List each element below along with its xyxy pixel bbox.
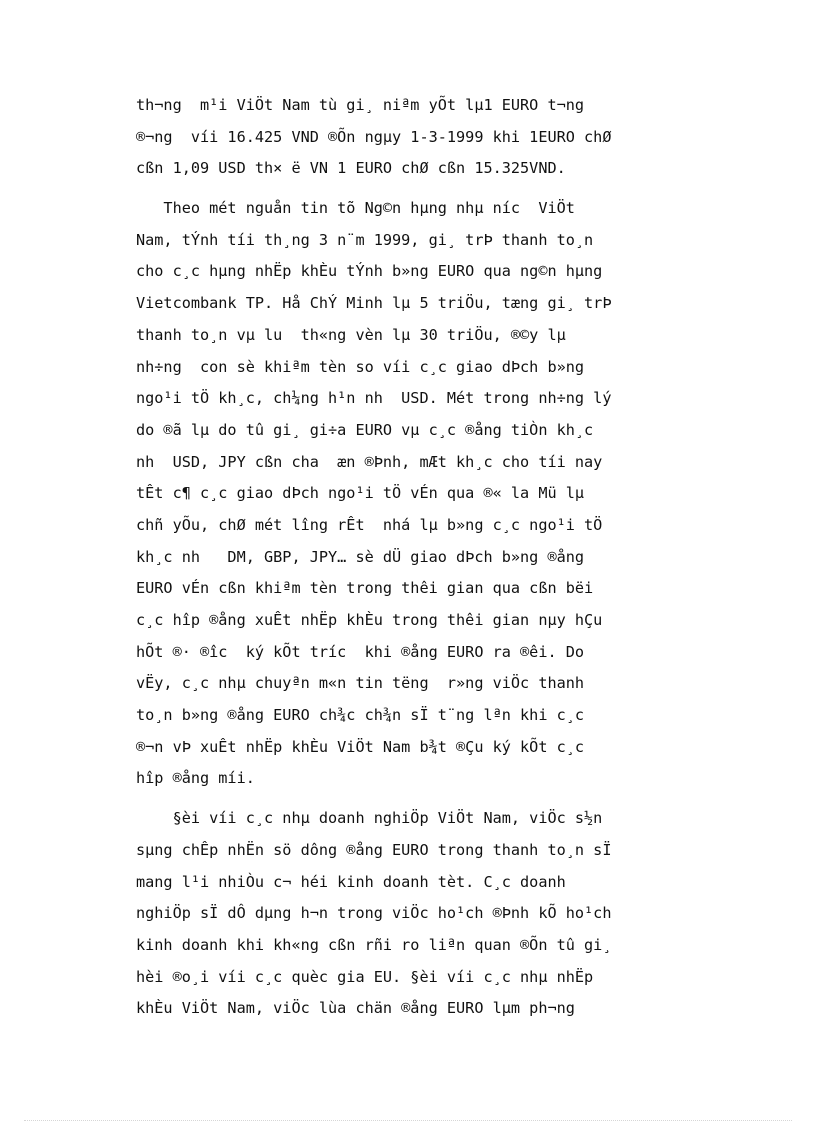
text-line: sµng chÊp nhËn sö dông ®ång EURO trong thanh to¸n sÏ xyxy=(136,840,612,859)
text-line: c¸c hîp ®ång xuÊt nhËp khÈu trong thêi gian nµy hÇu xyxy=(136,611,603,629)
paragraph-2 xyxy=(136,193,740,795)
text-line: vËy, c¸c nhµ chuyªn m«n tin tëng r»ng viÖc thanh xyxy=(136,674,585,693)
text-line: khÈu ViÖt Nam, viÖc lùa chän ®ång EURO lµm ph¬ng xyxy=(136,999,575,1018)
text-line: §èi víi c¸c nhµ doanh nghiÖp ViÖt Nam, viÖc s½n xyxy=(136,809,603,828)
text-line: nghiÖp sÏ dÔ dµng h¬n trong viÖc ho¹ch ®Þnh kÕ ho¹ch xyxy=(136,904,612,923)
text-line: Vietcombank TP. Hå ChÝ Minh lµ 5 triÖu, tæng gi¸ trÞ xyxy=(136,294,612,313)
text-line: EURO vÉn cßn khiªm tèn trong thêi gian qua cßn bëi xyxy=(136,579,594,598)
page-bottom-divider xyxy=(24,1120,792,1121)
text-line: hîp ®ång míi. xyxy=(136,769,255,788)
text-line: cho c¸c hµng nhËp khÈu tÝnh b»ng EURO qua ng©n hµng xyxy=(136,262,603,281)
text-line: nh USD, JPY cßn cha æn ®Þnh, mÆt kh¸c cho tíi nay xyxy=(136,452,603,471)
text-line: ngo¹i tÖ kh¸c, ch¼ng h¹n nh USD. Mét trong nh÷ng lý xyxy=(136,389,612,408)
text-line: Theo mét nguån tin tõ Ng©n hµng nhµ níc ViÖt xyxy=(136,199,575,218)
text-line: nh÷ng con sè khiªm tèn so víi c¸c giao dÞch b»ng xyxy=(136,357,585,376)
text-line: tÊt c¶ c¸c giao dÞch ngo¹i tÖ vÉn qua ®« la Mü lµ xyxy=(136,484,585,503)
text-line: cßn 1,09 USD th× ë VN 1 EURO chØ cßn 15.325VND. xyxy=(136,159,566,178)
text-line: to¸n b»ng ®ång EURO ch¾c ch¾n sÏ t¨ng lªn khi c¸c xyxy=(136,706,585,725)
text-line: ®¬ng víi 16.425 VND ®Õn ngµy 1-3-1999 khi 1EURO chØ xyxy=(136,127,612,146)
text-line: hÕt ®· ®îc ký kÕt tríc khi ®ång EURO ra ®êi. Do xyxy=(136,642,585,661)
text-line: do ®ã lµ do tû gi¸ gi÷a EURO vµ c¸c ®ång tiÒn kh¸c xyxy=(136,420,594,439)
body-text xyxy=(136,90,740,1033)
text-line: Nam, tÝnh tíi th¸ng 3 n¨m 1999, gi¸ trÞ thanh to¸n xyxy=(136,230,594,249)
text-line: mang l¹i nhiÒu c¬ héi kinh doanh tèt. C¸c doanh xyxy=(136,872,566,891)
text-line: chñ yÕu, chØ mét lîng rÊt nhá lµ b»ng c¸c ngo¹i tÖ xyxy=(136,515,603,534)
text-line: thanh to¸n vµ lu th«ng vèn lµ 30 triÖu, ®©y lµ xyxy=(136,325,566,344)
text-line: hèi ®o¸i víi c¸c quèc gia EU. §èi víi c¸c nhµ nhËp xyxy=(136,967,594,986)
paragraph-3 xyxy=(136,803,740,1025)
text-line: ®¬n vÞ xuÊt nhËp khÈu ViÖt Nam b¾t ®Çu ký kÕt c¸c xyxy=(136,737,585,756)
paragraph-1 xyxy=(136,90,740,185)
text-line: th¬ng m¹i ViÖt Nam tù gi¸ niªm yÕt lµ1 EURO t¬ng xyxy=(136,96,585,114)
text-line: kinh doanh khi kh«ng cßn rñi ro liªn quan ®Õn tû gi¸ xyxy=(136,935,612,954)
text-line: kh¸c nh DM, GBP, JPY… sè dÜ giao dÞch b»ng ®ång xyxy=(136,547,585,566)
